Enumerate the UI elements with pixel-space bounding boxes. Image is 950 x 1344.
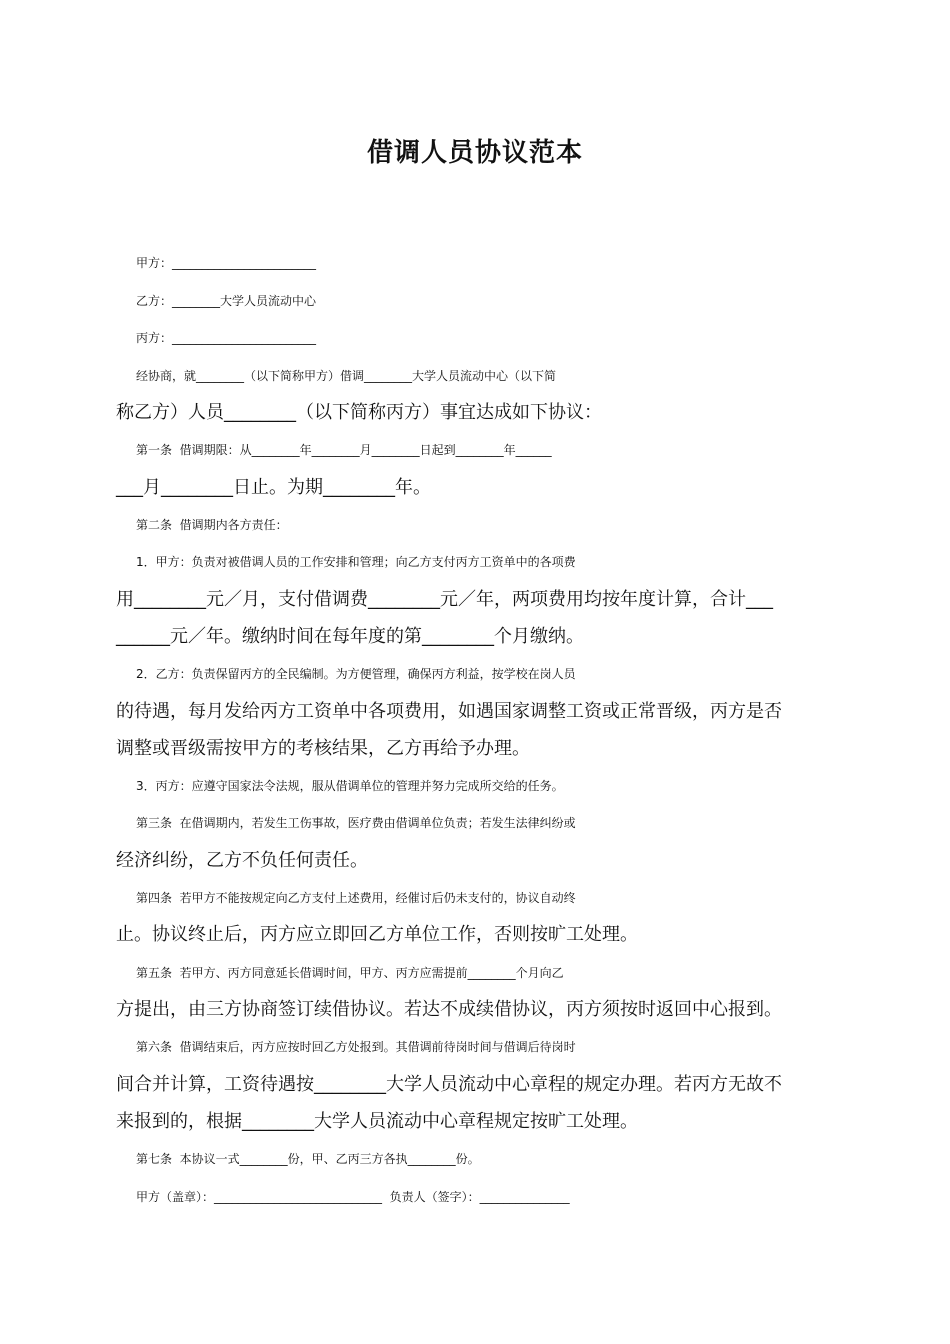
document-title: 借调人员协议范本 [366, 138, 583, 168]
body-line: 第二条 借调期内各方责任： [136, 518, 288, 532]
body-line: 经济纠纷，乙方不负任何责任。 [116, 850, 368, 871]
body-line: 第六条 借调结束后，丙方应按时回乙方处报到。其借调前待岗时间与借调后待岗时 [136, 1040, 576, 1054]
body-line: 1．甲方：负责对被借调人员的工作安排和管理；向乙方支付丙方工资单中的各项费 [136, 555, 576, 569]
body-line: 调整或晋级需按甲方的考核结果，乙方再给予办理。 [116, 738, 530, 759]
body-line: ___月________日止。为期________年。 [116, 477, 431, 498]
body-line: 丙方：________________________ [136, 331, 317, 345]
body-line: 用________元／月，支付借调费________元／年，两项费用均按年度计算，合计___ [116, 589, 773, 610]
body-line: 第五条 若甲方、丙方同意延长借调时间，甲方、丙方应需提前________个月向乙 [136, 966, 564, 980]
body-line: 经协商，就________（以下简称甲方）借调________大学人员流动中心（以下简 [136, 369, 557, 383]
body-line: 甲方：________________________ [136, 256, 317, 270]
body-line: 乙方：________大学人员流动中心 [136, 294, 317, 308]
body-line: 第四条 若甲方不能按规定向乙方支付上述费用，经催讨后仍未支付的，协议自动终 [136, 891, 576, 905]
body-line: 第七条 本协议一式________份，甲、乙丙三方各执________份。 [136, 1152, 480, 1166]
body-line: 称乙方）人员________（以下简称丙方）事宜达成如下协议： [116, 402, 602, 423]
body-line: 方提出，由三方协商签订续借协议。若达不成续借协议，丙方须按时返回中心报到。 [116, 999, 782, 1020]
body-line: 第三条 在借调期内，若发生工伤事故，医疗费由借调单位负责；若发生法律纠纷或 [136, 816, 576, 830]
body-line: 3．丙方：应遵守国家法令法规，服从借调单位的管理并努力完成所交给的任务。 [136, 779, 564, 793]
body-line: 2．乙方：负责保留丙方的全民编制。为方便管理，确保丙方利益，按学校在岗人员 [136, 667, 576, 681]
body-line: 第一条 借调期限：从________年________月________日起到________年______ [136, 443, 552, 457]
body-line: ______元／年。缴纳时间在每年度的第________个月缴纳。 [116, 626, 584, 647]
body-line: 甲方（盖章）：____________________________ 负责人（签字）：_______________ [136, 1190, 570, 1204]
body-line: 止。协议终止后，丙方应立即回乙方单位工作，否则按旷工处理。 [116, 924, 638, 945]
body-line: 的待遇，每月发给丙方工资单中各项费用，如遇国家调整工资或正常晋级，丙方是否 [116, 701, 782, 722]
body-line: 间合并计算，工资待遇按________大学人员流动中心章程的规定办理。若丙方无故不 [116, 1074, 782, 1095]
body-line: 来报到的，根据________大学人员流动中心章程规定按旷工处理。 [116, 1111, 638, 1132]
